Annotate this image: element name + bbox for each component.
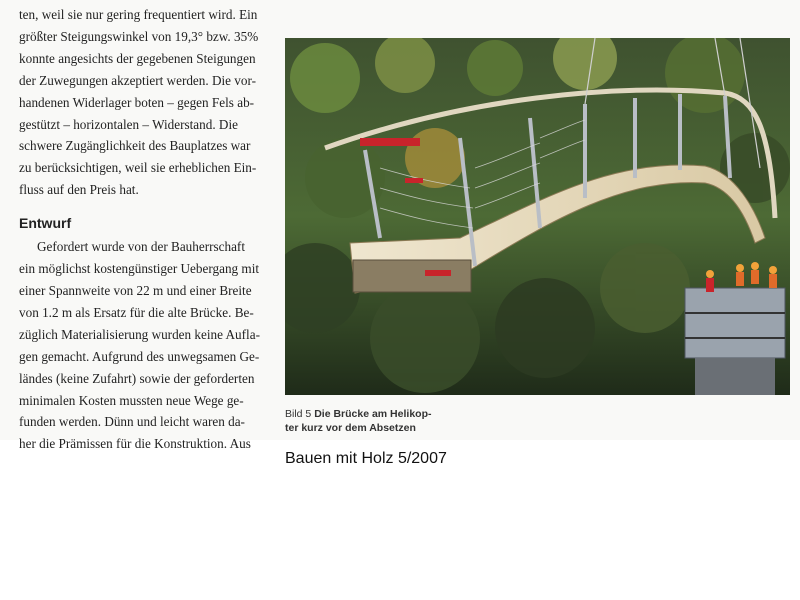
bridge-helicopter-illustration	[285, 38, 790, 395]
paragraph-1	[19, 4, 262, 201]
text-line: ein möglichst kostengünstiger Uebergang mit	[19, 261, 260, 277]
text-line: minimalen Kosten mussten neue Wege ge-	[19, 392, 244, 408]
text-line: schwere Zugänglichkeit des Bauplatzes war	[19, 138, 251, 154]
bridge-photo	[285, 38, 790, 395]
text-line: gestützt – horizontalen – Widerstand. Die	[19, 116, 238, 132]
bridge-deck-end	[353, 260, 471, 292]
caption-number: Bild 5	[285, 408, 312, 420]
text-line: der Zuwegungen akzeptiert werden. Die vor-	[19, 72, 257, 88]
caption-line-1: Die Brücke am Helikop-	[314, 408, 432, 420]
text-line: ländes (keine Zufahrt) sowie der geforderten	[19, 370, 255, 386]
text-line: her die Prämissen für die Konstruktion. Aus	[19, 436, 251, 452]
article-text-column	[19, 4, 262, 455]
text-line: züglich Materialisierung wurden keine Aufla-	[19, 326, 260, 342]
text-line: Gefordert wurde von der Bauherrschaft	[37, 239, 245, 255]
text-line: handenen Widerlager boten – gegen Fels ab-	[19, 94, 255, 110]
section-heading: Entwurf	[19, 215, 72, 232]
paragraph-2	[19, 236, 262, 455]
text-line: funden werden. Dünn und leicht waren da-	[19, 414, 245, 430]
scaffold-abutment	[685, 288, 785, 395]
text-line: konnte angesichts der gegebenen Steigungen	[19, 50, 256, 66]
text-line: einer Spannweite von 22 m und einer Breite	[19, 282, 252, 298]
text-line: größter Steigungswinkel von 19,3° bzw. 35%	[19, 28, 259, 44]
text-line: gen gemacht. Aufgrund des unwegsamen Ge-	[19, 348, 260, 364]
source-citation: Bauen mit Holz 5/2007	[285, 450, 447, 467]
text-line: ten, weil sie nur gering frequentiert wird. Ein	[19, 7, 258, 22]
text-line: zu berücksichtigen, weil sie erheblichen Ein-	[19, 160, 257, 176]
caption-line-2: ter kurz vor dem Absetzen	[285, 422, 416, 434]
figure-caption	[285, 407, 485, 435]
text-line: fluss auf den Preis hat.	[19, 182, 139, 198]
text-line: von 1.2 m als Ersatz für die alte Brücke. Be-	[19, 304, 254, 320]
